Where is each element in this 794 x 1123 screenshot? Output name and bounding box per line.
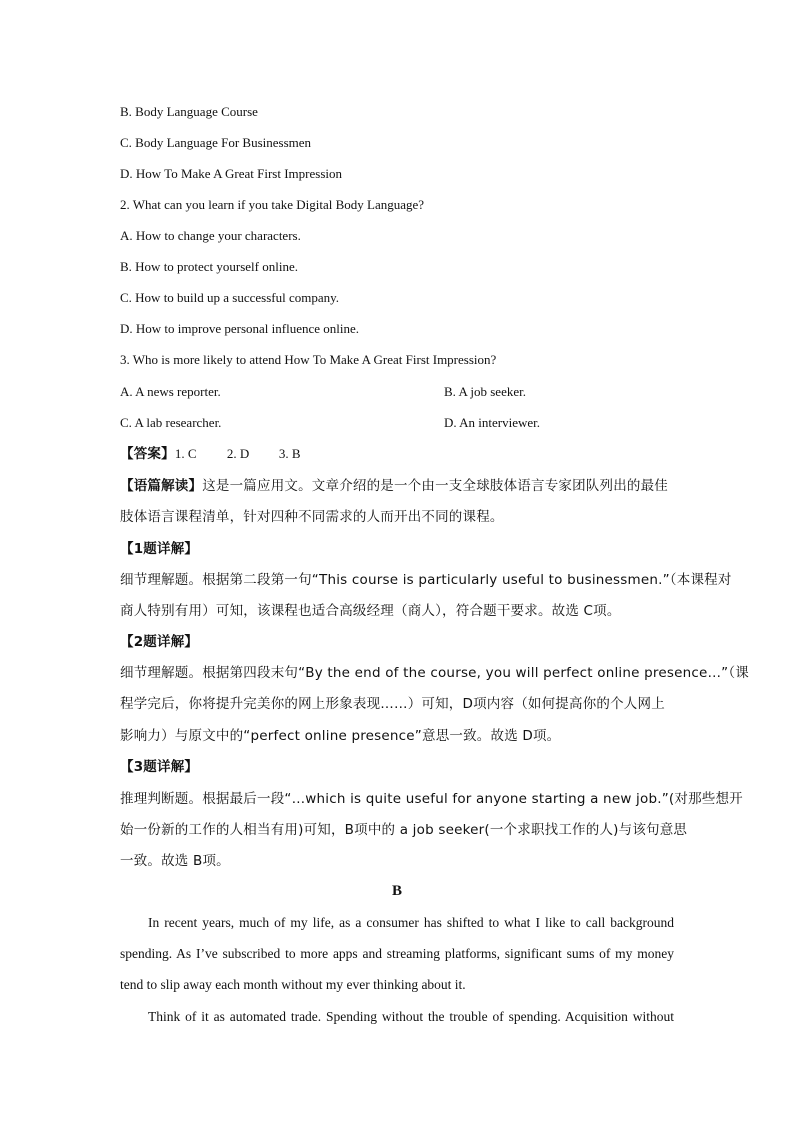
answer-1: 1. C: [174, 446, 197, 461]
answer-line: [120, 445, 300, 463]
passage-b-p2-line-1: Think of it as automated trade. Spending without the trouble of spending. Acquisition without: [148, 1009, 674, 1024]
q2-option-a: A. How to change your characters.: [120, 228, 301, 243]
q2-option-b: B. How to protect yourself online.: [120, 259, 298, 274]
q3-stem: 3. Who is more likely to attend How To Make A Great First Impression?: [120, 352, 497, 367]
detail-2-line-1: 细节理解题。根据第四段末句“By the end of the course, you will perfect online presence…”（课: [120, 665, 750, 681]
detail-2-heading: 【2题详解】: [120, 634, 199, 650]
answer-2: 2. D: [226, 446, 250, 461]
analysis-line-1: [120, 477, 668, 495]
q3-option-d: D. An interviewer.: [444, 415, 541, 430]
answer-3: 3. B: [278, 446, 301, 461]
analysis-text-1: 这是一篇应用文。文章介绍的是一个由一支全球肢体语言专家团队列出的最佳: [202, 478, 669, 494]
detail-2-line-2: 程学完后，你将提升完美你的网上形象表现……）可知，D项内容（如何提高你的个人网上: [120, 696, 665, 712]
detail-3-heading: 【3题详解】: [120, 759, 199, 775]
detail-1-heading: 【1题详解】: [120, 541, 199, 557]
q3-option-c: C. A lab researcher.: [120, 415, 222, 430]
q3-option-a: A. A news reporter.: [120, 384, 221, 399]
q2-option-d: D. How to improve personal influence online.: [120, 321, 359, 336]
q1-option-c: C. Body Language For Businessmen: [120, 135, 312, 150]
q2-stem: 2. What can you learn if you take Digital Body Language?: [120, 197, 425, 212]
detail-2-line-3: 影响力）与原文中的“perfect online presence”意思一致。故选 D项。: [120, 728, 561, 744]
passage-b-p1-line-3: tend to slip away each month without my ever thinking about it.: [120, 977, 466, 992]
passage-b-p1-line-1: In recent years, much of my life, as a consumer has shifted to what I like to call background: [148, 915, 674, 930]
q1-option-b: B. Body Language Course: [120, 104, 258, 119]
detail-3-line-1: 推理判断题。根据最后一段“…which is quite useful for anyone starting a new job.”(对那些想开: [120, 791, 743, 807]
passage-b-heading: B: [391, 883, 402, 899]
answer-label: 【答案】: [120, 446, 175, 462]
q1-option-d: D. How To Make A Great First Impression: [120, 166, 342, 181]
q2-option-c: C. How to build up a successful company.: [120, 290, 340, 305]
detail-1-line-1: 细节理解题。根据第二段第一句“This course is particularly useful to businessmen.”（本课程对: [120, 572, 732, 588]
passage-b-p1-line-2: spending. As I’ve subscribed to more apps and streaming platforms, significant sums of my money: [120, 946, 674, 961]
detail-3-line-3: 一致。故选 B项。: [120, 853, 230, 869]
detail-3-line-2: 始一份新的工作的人相当有用)可知，B项中的 a job seeker(一个求职找工作的人)与该句意思: [120, 822, 688, 838]
q3-option-b: B. A job seeker.: [444, 384, 526, 399]
detail-1-line-2: 商人特别有用）可知，该课程也适合高级经理（商人），符合题干要求。故选 C项。: [120, 603, 621, 619]
analysis-line-2: 肢体语言课程清单，针对四种不同需求的人而开出不同的课程。: [120, 509, 504, 525]
analysis-label: 【语篇解读】: [120, 478, 203, 494]
